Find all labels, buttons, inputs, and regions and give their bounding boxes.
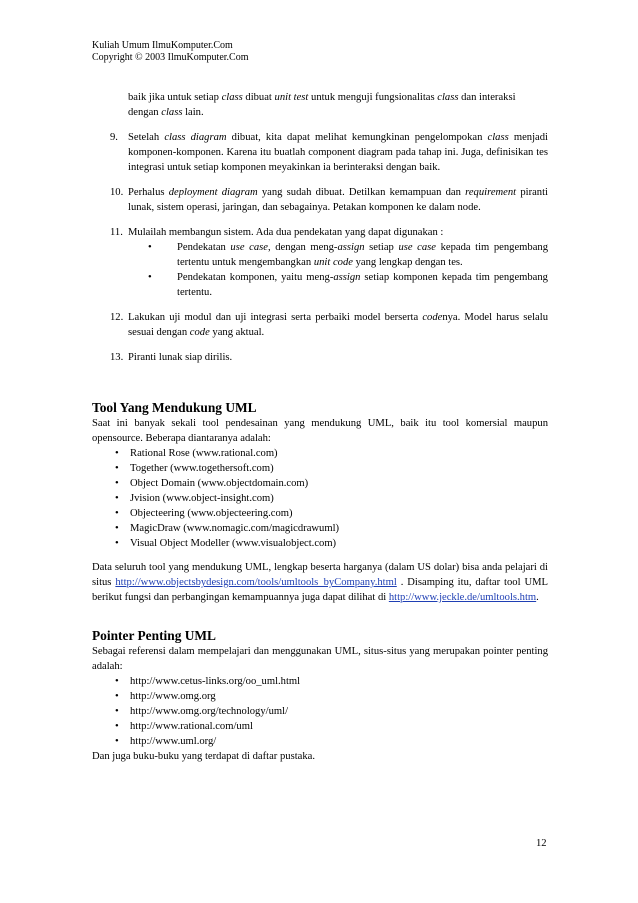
text-run: Pendekatan <box>177 242 231 253</box>
text-run: Piranti lunak siap dirilis. <box>128 352 233 363</box>
tools-intro: Saat ini banyak sekali tool pendesainan yang mendukung UML, baik itu tool komersial maupun opensource. Beberapa diantaranya adalah: <box>92 418 548 444</box>
list-item-11 <box>92 225 548 240</box>
bullet-icon: • <box>115 736 119 747</box>
pointers-outro: Dan juga buku-buku yang terdapat di daftar pustaka. <box>92 751 315 762</box>
text-run: Perhalus <box>128 187 169 198</box>
text-run: . Disamping itu, daftar tool UML berikut fungsi dan perbangingan kemampuannya juga dapat dilihat di <box>92 577 548 603</box>
list-item-13 <box>92 350 548 365</box>
text-run: Pendekatan komponen, yaitu meng- <box>177 272 334 283</box>
pointer-list-item <box>92 704 548 719</box>
section-heading-tools: Tool Yang Mendukung UML <box>92 400 257 415</box>
bullet-icon: • <box>115 721 119 732</box>
text-run: dan interaksi <box>458 92 516 103</box>
pointers-intro: Sebagai referensi dalam mempelajari dan menggunakan UML, situs-situs yang merupakan pointer penting adalah: <box>92 646 548 672</box>
tool-list-item <box>92 446 548 461</box>
tool-list-item <box>92 491 548 506</box>
tools-list <box>92 446 548 551</box>
italic-run: use case <box>398 242 436 253</box>
italic-run: assign <box>333 272 361 283</box>
section-heading-pointers: Pointer Penting UML <box>92 628 216 643</box>
header-line-2: Copyright © 2003 IlmuKomputer.Com <box>92 52 249 63</box>
pointer-list-item <box>92 689 548 704</box>
list-item-text: MagicDraw (www.nomagic.com/magicdrawuml) <box>130 523 340 534</box>
list-item-text: Visual Object Modeller (www.visualobject.com) <box>130 538 337 549</box>
tool-list-item <box>92 536 548 551</box>
bullet-icon: • <box>115 538 119 549</box>
page-content <box>92 90 548 764</box>
list-item-10 <box>92 185 548 215</box>
text-run: yang lengkap dengan tes. <box>352 257 463 268</box>
text-run: untuk menguji fungsionalitas <box>308 92 438 103</box>
list-item-9 <box>92 130 548 175</box>
text-run: kepada tim pengembang tertentu untuk mengembangkan <box>177 242 549 268</box>
italic-run: requirement <box>465 187 517 198</box>
page-number: 12 <box>536 838 547 849</box>
italic-run: class <box>487 132 509 143</box>
list-item-text: Objecteering (www.objecteering.com) <box>130 508 293 519</box>
tool-list-item <box>92 521 548 536</box>
text-run: menjadi komponen-komponen. Karena itu buatlah component diagram pada tahap ini. Juga, definisikan tes integrasi untuk setiap komponen meyakinkan ia berinteraksi dengan baik. <box>128 132 548 173</box>
text-run: yang aktual. <box>209 327 265 338</box>
bullet-icon: • <box>115 448 119 459</box>
italic-run: code <box>189 327 210 338</box>
list-continuation <box>92 90 548 120</box>
item-number: 13. <box>110 352 124 363</box>
italic-run: class <box>437 92 459 103</box>
item-number: 9. <box>110 132 118 143</box>
list-item-text: http://www.cetus-links.org/oo_uml.html <box>130 676 301 687</box>
text-run: baik jika untuk setiap <box>128 92 222 103</box>
sub-bullet-1 <box>92 240 548 270</box>
text-run: nya. Model harus selalu sesuai dengan <box>128 312 548 338</box>
italic-run: code <box>422 312 443 323</box>
text-run: setiap <box>364 242 399 253</box>
header-line-1: Kuliah Umum IlmuKomputer.Com <box>92 40 233 51</box>
list-item-12 <box>92 310 548 340</box>
bullet-icon: • <box>148 272 152 283</box>
text-run: piranti lunak, sistem operasi, jaringan, dan sebagainya. Petakan komponen ke dalam node. <box>128 187 548 213</box>
text-run: dibuat <box>242 92 275 103</box>
sub-bullet-2 <box>92 270 548 300</box>
list-item-text: http://www.uml.org/ <box>130 736 217 747</box>
text-run: setiap komponen kepada tim pengembang tertentu. <box>177 272 548 298</box>
text-run: , dengan meng- <box>267 242 338 253</box>
pointer-list-item <box>92 674 548 689</box>
bullet-icon: • <box>115 463 119 474</box>
list-item-text: http://www.omg.org <box>130 691 216 702</box>
text-run: Data seluruh tool yang mendukung UML, lengkap beserta harganya (dalam US dolar) bisa anda pelajari di situs <box>92 562 548 588</box>
item-number: 10. <box>110 187 124 198</box>
bullet-icon: • <box>115 523 119 534</box>
bullet-icon: • <box>115 676 119 687</box>
text-run: Lakukan uji modul dan uji integrasi serta perbaiki model berserta <box>128 312 423 323</box>
italic-run: class diagram <box>164 132 227 143</box>
tools-paragraph <box>92 560 548 605</box>
list-item-text: Together (www.togethersoft.com) <box>130 463 274 474</box>
objectsbydesign-link[interactable]: http://www.objectsbydesign.com/tools/umltools_byCompany.html <box>115 577 397 588</box>
bullet-icon: • <box>115 478 119 489</box>
italic-run: unit code <box>313 257 353 268</box>
page-header <box>92 40 248 64</box>
item-number: 11. <box>110 227 123 238</box>
pointer-list-item <box>92 734 548 749</box>
pointer-list-item <box>92 719 548 734</box>
italic-run: assign <box>337 242 365 253</box>
bullet-icon: • <box>115 691 119 702</box>
jeckle-link[interactable]: http://www.jeckle.de/umltools.htm <box>388 592 537 603</box>
text-run: yang sudah dibuat. Detilkan kemampuan dan <box>257 187 466 198</box>
tool-list-item <box>92 506 548 521</box>
italic-run: unit test <box>274 92 309 103</box>
bullet-icon: • <box>115 508 119 519</box>
tool-list-item <box>92 476 548 491</box>
italic-run: class <box>221 92 243 103</box>
text-run: Mulailah membangun sistem. Ada dua pendekatan yang dapat digunakan : <box>128 227 444 238</box>
pointers-list <box>92 674 548 749</box>
italic-run: class <box>161 107 183 118</box>
tool-list-item <box>92 461 548 476</box>
list-item-text: Object Domain (www.objectdomain.com) <box>130 478 309 489</box>
list-item-text: http://www.rational.com/uml <box>130 721 253 732</box>
item-number: 12. <box>110 312 124 323</box>
text-run: Setelah <box>128 132 165 143</box>
italic-run: use case <box>230 242 268 253</box>
text-run: dibuat, kita dapat melihat kemungkinan pengelompokan <box>226 132 488 143</box>
list-item-text: http://www.omg.org/technology/uml/ <box>130 706 289 717</box>
text-run: lain. <box>182 107 204 118</box>
list-item-text: Rational Rose (www.rational.com) <box>130 448 278 459</box>
list-item-text: Jvision (www.object-insight.com) <box>130 493 274 504</box>
bullet-icon: • <box>115 706 119 717</box>
italic-run: deployment diagram <box>168 187 258 198</box>
text-run: dengan <box>128 107 162 118</box>
text-run: . <box>536 592 539 603</box>
bullet-icon: • <box>148 242 152 253</box>
bullet-icon: • <box>115 493 119 504</box>
